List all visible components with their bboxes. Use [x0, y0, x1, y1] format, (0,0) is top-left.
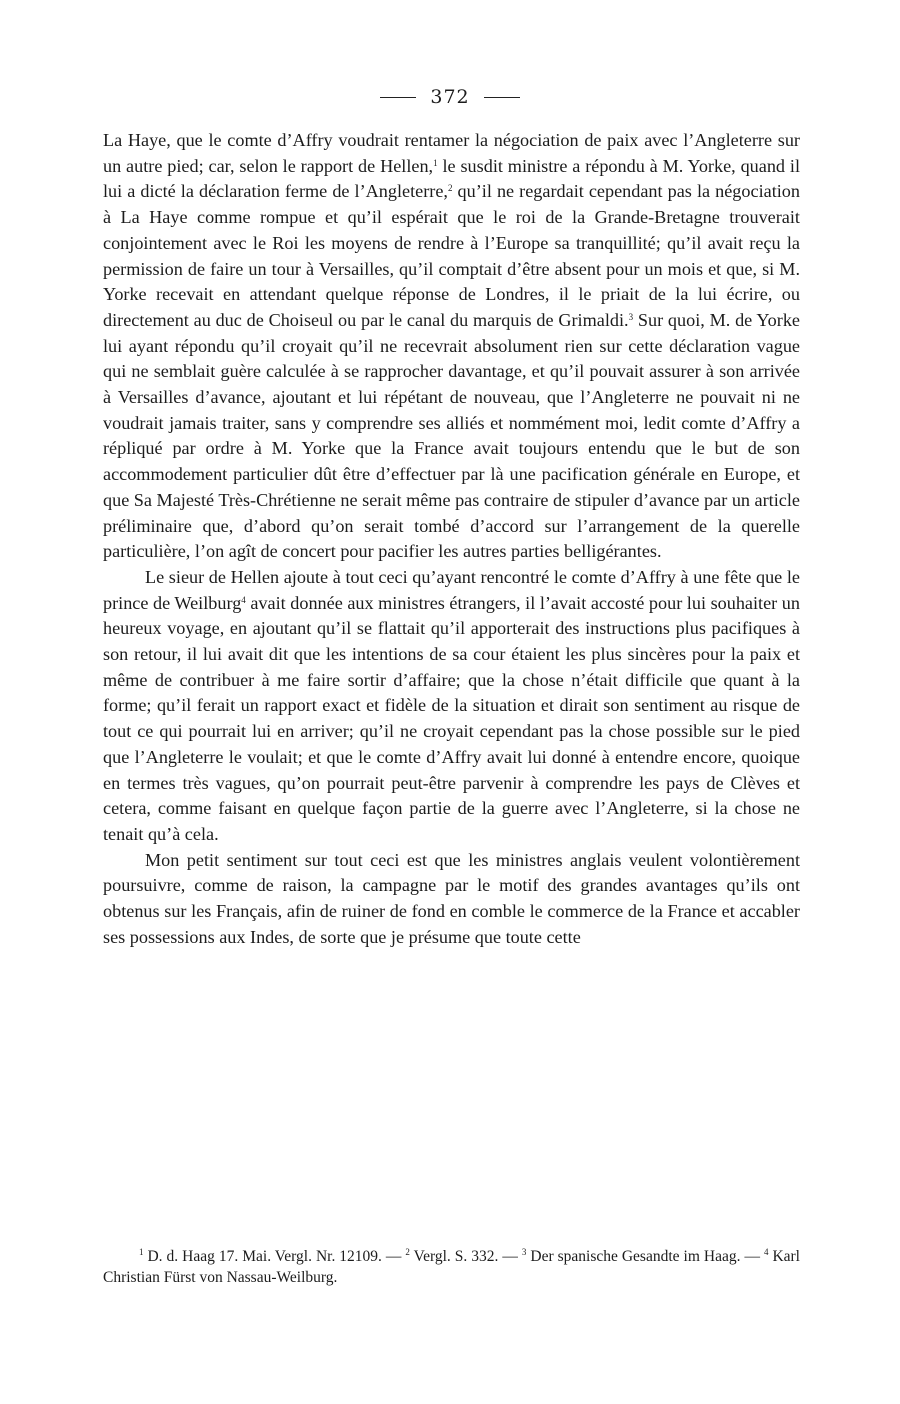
- footnote-mark: 2: [447, 183, 453, 194]
- body-text: [103, 128, 800, 951]
- page-header: [0, 86, 900, 108]
- paragraph-text: avait donnée aux ministres étrangers, il l’avait accosté pour lui souhaiter un heureux voyage, en ajoutant qu’il se flattait qu’il apporterait des instructions plus pacifiques à son retour, il lui avait dit que les intentions de sa cour étaient les plus sincères pour la paix et même de contribuer à me faire sortir d’affaire; que la chose n’était difficile que quant à la forme; qu’il ferait un rapport exact et fidèle de la situation et dirait son sentiment au risque de tout ce qui pourrait lui en arriver; qu’il ne croyait cependant pas la chose possible sur le pied que l’Angleterre le voulait; et que le comte d’Affry avait lui donné à entendre encore, quoique en termes très vagues, qu’on pourrait peut-être parvenir à comprendre les pays de Clèves et cetera, comme faisant en quelque façon partie de la guerre avec l’Angleterre, si la chose ne tenait qu’à cela.: [103, 592, 800, 844]
- footnote-text: Vergl. S. 332. —: [409, 1248, 522, 1265]
- page-number: 372: [430, 86, 470, 108]
- footnote-text: Der spanische Gesandte im Haag. —: [526, 1248, 764, 1265]
- paragraph: [103, 848, 800, 951]
- footnotes: [103, 1246, 800, 1288]
- paragraph-text: Mon petit sentiment sur tout ceci est que les ministres anglais veulent volontièrement poursuivre, comme de raison, la campagne par le motif des grandes avantages qu’ils ont obtenus sur les Français, afin de ruiner de fond en comble le commerce de la France et accabler ses possessions aux Indes, de sorte que je présume que toute cette: [103, 849, 800, 947]
- footnote-number: 4: [763, 1247, 769, 1257]
- paragraph: [103, 128, 800, 565]
- paragraph-text: La Haye, que le comte d’Affry voudrait rentamer la négociation de paix avec l’Angleterre sur un autre pied; car, selon le rapport de Hellen,: [103, 130, 800, 176]
- paragraph-text: Le sieur de Hellen ajoute à tout ceci qu’ayant rencontré le comte d’Affry à une fête que le prince de Weilburg: [103, 566, 800, 613]
- header-rule-right: [484, 97, 520, 98]
- footnote-mark: 3: [628, 311, 634, 322]
- paragraph-text: le susdit ministre a répondu à M. Yorke, quand il lui a dicté la déclaration ferme de l’Angleterre,: [103, 155, 800, 202]
- footnote-mark: 4: [241, 594, 246, 605]
- footnote-number: 3: [521, 1247, 527, 1257]
- footnote-number: 1: [139, 1247, 144, 1257]
- paragraph: [103, 565, 800, 848]
- header-rule-left: [380, 97, 416, 98]
- footnote-mark: 1: [433, 157, 438, 168]
- footnote-number: 2: [405, 1247, 410, 1257]
- footnote-text: D. d. Haag 17. Mai. Vergl. Nr. 12109. —: [143, 1248, 406, 1265]
- paragraph-text: Sur quoi, M. de Yorke lui ayant répondu qu’il croyait qu’il ne recevrait absolument rien sur cette déclaration vague qui ne semblait guère calculée à se rapprocher davantage, et qu’il pouvait assurer à son arrivée à Versailles d’avance, ajoutant et lui répétant de nouveau, que l’Angleterre ne pouvait ni ne voudrait jamais traiter, sans y comprendre ses alliés et nommément moi, ledit comte d’Affry a répliqué par ordre à M. Yorke que la France avait toujours entendu que le but de son accommodement particulier dût être d’effectuer par là une pacification générale en Europe, et que Sa Majesté Très-Chrétienne ne serait même pas contraire de stipuler d’avance par un article préliminaire que, d’abord qu’on serait tombé d’accord sur l’arrangement de la querelle particulière, l’on agît de concert pour pacifier les autres parties belligérantes.: [103, 309, 800, 562]
- paragraph-text: qu’il ne regardait cependant pas la négociation à La Haye comme rompue et qu’il espérait que le roi de la Grande-Bretagne trouverait conjointement avec le Roi les moyens de rendre à l’Europe sa tranquillité; qu’il avait reçu la permission de faire un tour à Versailles, qu’il comptait d’être absent pour un mois et que, si M. Yorke recevait en attendant quelque réponse de Londres, il le priait de la lui écrire, ou directement au duc de Choiseul ou par le canal du marquis de Grimaldi.: [103, 181, 800, 330]
- footnote-text: Karl Christian Fürst von Nassau-Weilburg.: [103, 1248, 800, 1286]
